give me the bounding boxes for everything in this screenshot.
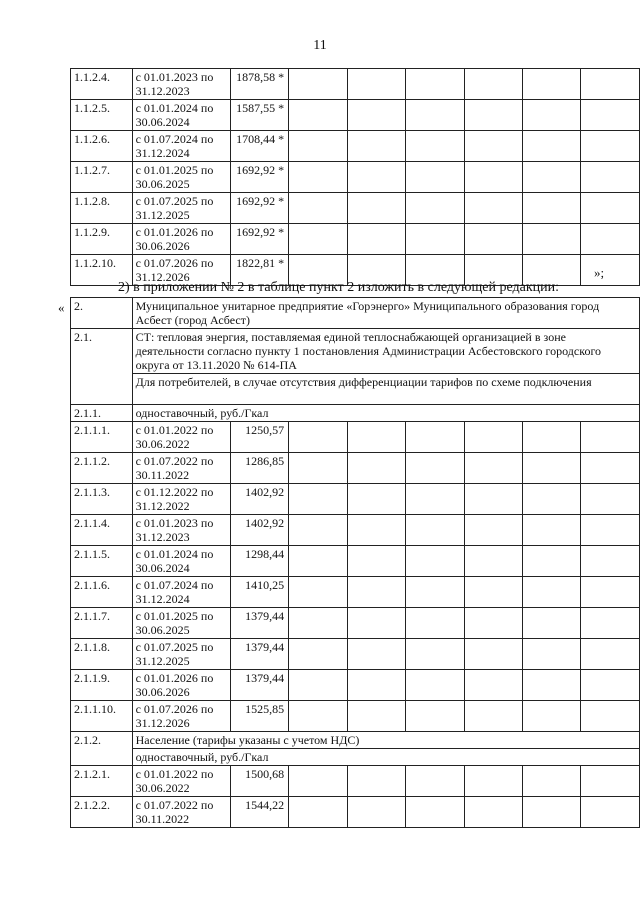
empty-cell [581,193,640,224]
empty-cell [347,766,405,797]
empty-cell [347,193,405,224]
table-row [71,546,640,577]
rate2-label: одноставочный, руб./Гкал [132,749,639,766]
empty-cell [581,515,640,546]
empty-cell [523,224,581,255]
empty-cell [406,422,464,453]
empty-cell [464,546,522,577]
empty-cell [406,131,464,162]
empty-cell [289,224,347,255]
empty-cell [581,797,640,828]
empty-cell [464,131,522,162]
row-value: 1402,92 [230,484,289,515]
row-period: с 01.01.2026 по 30.06.2026 [132,670,230,701]
empty-cell [289,639,347,670]
table-row [71,577,640,608]
empty-cell [581,546,640,577]
empty-cell [406,100,464,131]
empty-cell [464,193,522,224]
empty-cell [523,131,581,162]
empty-cell [289,701,347,732]
row-code: 2.1.1.7. [71,608,133,639]
empty-cell [347,515,405,546]
empty-cell [581,255,640,286]
row-value: 1250,57 [230,422,289,453]
row-period: с 01.01.2024 по 30.06.2024 [132,100,230,131]
empty-cell [406,162,464,193]
row-value: 1822,81 * [230,255,289,286]
empty-cell [347,484,405,515]
table-row [71,701,640,732]
opening-quote: « [58,300,65,315]
empty-cell [581,484,640,515]
st-text: СТ: тепловая энергия, поставляемая единой теплоснабжающей организацией в зоне деятельности согласно пункту 1 постановления Администрации Асбестовского городского округа от 13.11.2020 № 614-ПА [132,329,639,374]
row-period: с 01.01.2024 по 30.06.2024 [132,546,230,577]
row-code: 2.1.1.1. [71,422,133,453]
tariff-table-part2 [70,297,640,828]
empty-cell [347,546,405,577]
row-code: 2.1.1.4. [71,515,133,546]
population-label: Население (тарифы указаны с учетом НДС) [132,732,639,749]
row-period: с 01.01.2025 по 30.06.2025 [132,162,230,193]
row-value: 1587,55 * [230,100,289,131]
empty-cell [347,131,405,162]
row-period: с 01.01.2022 по 30.06.2022 [132,766,230,797]
row-code: 2.1.1.9. [71,670,133,701]
empty-cell [523,766,581,797]
table-row [71,193,640,224]
empty-cell [464,100,522,131]
empty-cell [289,797,347,828]
empty-cell [464,766,522,797]
row-period: с 01.07.2025 по 31.12.2025 [132,639,230,670]
row-period: с 01.07.2025 по 31.12.2025 [132,193,230,224]
empty-cell [289,100,347,131]
row-value: 1525,85 [230,701,289,732]
table-row [71,515,640,546]
empty-cell [347,453,405,484]
table-row [71,131,640,162]
row-code: 1.1.2.9. [71,224,133,255]
empty-cell [406,766,464,797]
row-value: 1692,92 * [230,193,289,224]
tariff-table-part1 [70,68,640,286]
empty-cell [289,670,347,701]
empty-cell [523,422,581,453]
empty-cell [406,515,464,546]
table-row [71,100,640,131]
empty-cell [523,453,581,484]
row-period: с 01.07.2026 по 31.12.2026 [132,255,230,286]
empty-cell [464,577,522,608]
empty-cell [581,453,640,484]
empty-cell [289,484,347,515]
row-period: с 01.01.2026 по 30.06.2026 [132,224,230,255]
row-code: 2.1.1.6. [71,577,133,608]
table-row [71,484,640,515]
empty-cell [464,484,522,515]
empty-cell [581,162,640,193]
row-code: 2.1.1.8. [71,639,133,670]
row-period: с 01.07.2024 по 31.12.2024 [132,131,230,162]
rate2-row [71,749,640,766]
empty-cell [464,608,522,639]
empty-cell [464,422,522,453]
empty-cell [406,608,464,639]
empty-cell [289,162,347,193]
row-code: 2.1.1.10. [71,701,133,732]
row-period: с 01.01.2023 по 31.12.2023 [132,69,230,100]
empty-cell [581,577,640,608]
org-row [71,298,640,329]
empty-cell [289,131,347,162]
empty-cell [406,701,464,732]
table-row [71,608,640,639]
table-row [71,162,640,193]
empty-cell [464,670,522,701]
empty-cell [581,69,640,100]
empty-cell [523,69,581,100]
row-value: 1298,44 [230,546,289,577]
row-code: 1.1.2.8. [71,193,133,224]
empty-cell [523,100,581,131]
empty-cell [464,224,522,255]
row-value: 1410,25 [230,577,289,608]
amendment-paragraph: 2) в приложении № 2 в таблице пункт 2 изложить в следующей редакции: [118,280,559,295]
empty-cell [464,639,522,670]
empty-cell [581,224,640,255]
empty-cell [347,639,405,670]
consumers-row [71,374,640,405]
row-value: 1878,58 * [230,69,289,100]
st-row [71,329,640,374]
row-code: 1.1.2.6. [71,131,133,162]
row-value: 1379,44 [230,670,289,701]
row-period: с 01.07.2022 по 30.11.2022 [132,797,230,828]
empty-cell [581,608,640,639]
table-row [71,69,640,100]
row-period: с 01.12.2022 по 31.12.2022 [132,484,230,515]
empty-cell [581,670,640,701]
empty-cell [347,670,405,701]
empty-cell [289,69,347,100]
empty-cell [523,515,581,546]
row-period: с 01.01.2025 по 30.06.2025 [132,608,230,639]
empty-cell [347,69,405,100]
empty-cell [523,670,581,701]
rate1-label: одноставочный, руб./Гкал [132,405,639,422]
row-code: 1.1.2.10. [71,255,133,286]
population-code: 2.1.2. [71,732,133,766]
empty-cell [289,515,347,546]
closing-quote: »; [594,265,605,280]
row-code: 2.1.1.5. [71,546,133,577]
empty-cell [523,797,581,828]
empty-cell [406,69,464,100]
empty-cell [289,577,347,608]
empty-cell [464,162,522,193]
empty-cell [406,193,464,224]
row-code: 1.1.2.4. [71,69,133,100]
row-value: 1379,44 [230,639,289,670]
row-code: 2.1.2.1. [71,766,133,797]
table-row [71,670,640,701]
empty-cell [464,797,522,828]
empty-cell [523,546,581,577]
population-row [71,732,640,749]
row-period: с 01.01.2023 по 31.12.2023 [132,515,230,546]
empty-cell [289,546,347,577]
rate1-row [71,405,640,422]
row-code: 1.1.2.5. [71,100,133,131]
empty-cell [289,608,347,639]
empty-cell [581,100,640,131]
empty-cell [406,797,464,828]
row-code: 2.1.2.2. [71,797,133,828]
empty-cell [347,224,405,255]
row-period: с 01.01.2022 по 30.06.2022 [132,422,230,453]
empty-cell [406,224,464,255]
org-name: Муниципальное унитарное предприятие «Горэнерго» Муниципального образования город Асбест (город Асбест) [132,298,639,329]
empty-cell [581,766,640,797]
empty-cell [347,608,405,639]
empty-cell [406,577,464,608]
st-code: 2.1. [71,329,133,405]
row-value: 1286,85 [230,453,289,484]
row-period: с 01.07.2022 по 30.11.2022 [132,453,230,484]
empty-cell [289,193,347,224]
rate1-code: 2.1.1. [71,405,133,422]
row-value: 1402,92 [230,515,289,546]
empty-cell [581,422,640,453]
table-row [71,224,640,255]
row-period: с 01.07.2026 по 31.12.2026 [132,701,230,732]
empty-cell [581,639,640,670]
empty-cell [523,484,581,515]
table-row [71,639,640,670]
empty-cell [347,701,405,732]
empty-cell [289,453,347,484]
empty-cell [347,422,405,453]
row-period: с 01.07.2024 по 31.12.2024 [132,577,230,608]
row-code: 1.1.2.7. [71,162,133,193]
row-value: 1708,44 * [230,131,289,162]
empty-cell [523,193,581,224]
empty-cell [523,701,581,732]
empty-cell [464,69,522,100]
row-value: 1692,92 * [230,224,289,255]
empty-cell [347,797,405,828]
empty-cell [406,546,464,577]
empty-cell [406,484,464,515]
page-number: 11 [313,38,327,53]
empty-cell [464,453,522,484]
empty-cell [464,515,522,546]
empty-cell [523,162,581,193]
empty-cell [289,766,347,797]
empty-cell [523,577,581,608]
empty-cell [406,639,464,670]
empty-cell [523,608,581,639]
row-value: 1692,92 * [230,162,289,193]
empty-cell [289,422,347,453]
table-row [71,422,640,453]
table-row [71,797,640,828]
consumers-note: Для потребителей, в случае отсутствия дифференциации тарифов по схеме подключения [132,374,639,405]
empty-cell [347,577,405,608]
empty-cell [406,670,464,701]
row-code: 2.1.1.2. [71,453,133,484]
row-value: 1379,44 [230,608,289,639]
empty-cell [464,701,522,732]
empty-cell [581,131,640,162]
empty-cell [347,100,405,131]
empty-cell [523,639,581,670]
empty-cell [347,162,405,193]
row-value: 1500,68 [230,766,289,797]
empty-cell [406,453,464,484]
row-value: 1544,22 [230,797,289,828]
table-row [71,453,640,484]
empty-cell [581,701,640,732]
row-code: 2.1.1.3. [71,484,133,515]
table-row [71,766,640,797]
org-code: 2. [71,298,133,329]
